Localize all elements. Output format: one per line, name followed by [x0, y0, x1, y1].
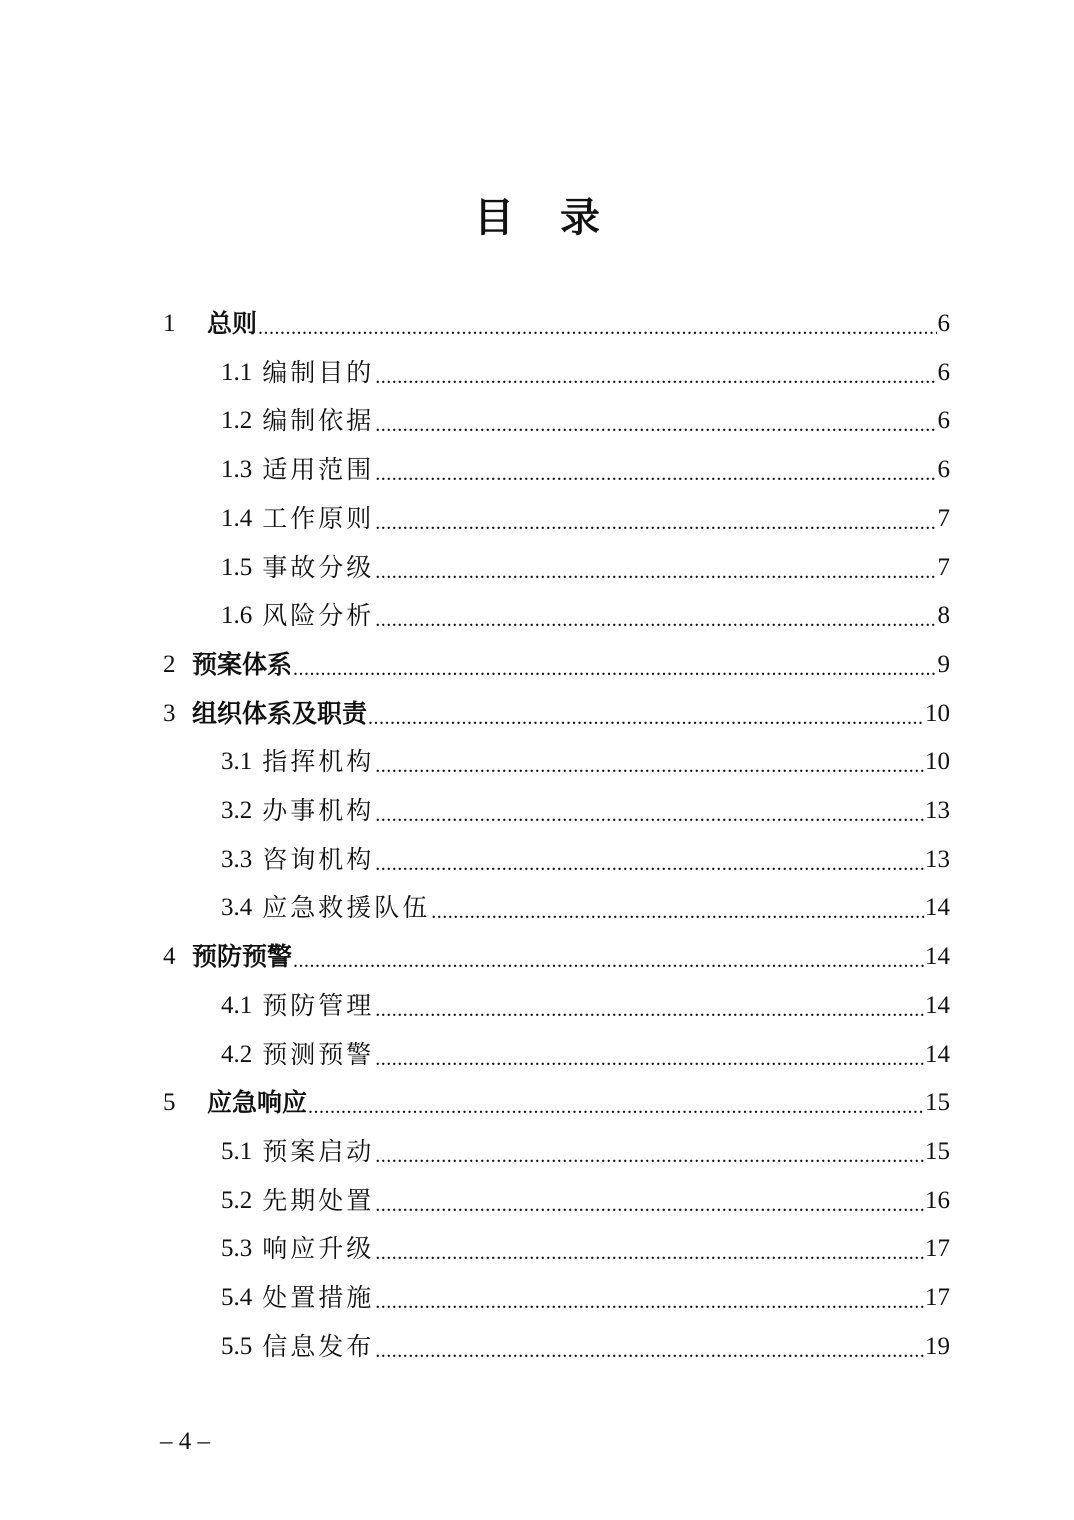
toc-dot-leader: [375, 787, 924, 835]
toc-entry-page: 19: [925, 1332, 950, 1360]
toc-entry[interactable]: [163, 300, 950, 348]
toc-entry-page: 17: [925, 1235, 950, 1263]
toc-entry-title: 总则: [207, 309, 258, 338]
toc-entry-page: 6: [937, 358, 950, 386]
toc-entry-page: 17: [925, 1284, 950, 1311]
toc-entry[interactable]: [221, 446, 950, 494]
page-title: [0, 186, 1074, 250]
toc-entry[interactable]: [221, 1274, 950, 1322]
toc-entry-title: 组织体系及职责: [192, 698, 368, 728]
toc-entry[interactable]: [221, 1031, 950, 1079]
toc-entry-title: 编制依据: [262, 406, 375, 436]
page-title-first-char: 目: [474, 195, 514, 241]
toc-entry-title: 响应升级: [262, 1234, 375, 1264]
toc-entry[interactable]: [221, 1177, 950, 1225]
toc-entry-number: 5.2: [221, 1186, 253, 1214]
toc-entry[interactable]: [163, 641, 950, 689]
toc-entry-number: 1.2: [221, 407, 253, 435]
toc-entry-page: 15: [925, 1089, 950, 1117]
toc-entry[interactable]: [221, 1128, 950, 1176]
toc-entry-page: 15: [925, 1137, 950, 1165]
toc-entry-number: 5.4: [221, 1284, 253, 1311]
toc-entry-number: 5.1: [221, 1137, 253, 1165]
toc-entry-number: 1.6: [221, 602, 253, 630]
toc-entry-page: 14: [925, 1040, 950, 1068]
toc-dot-leader: [375, 397, 936, 445]
toc-dot-leader: [375, 1274, 924, 1322]
toc-entry-page: 6: [937, 407, 950, 435]
toc-entry-number: 1: [163, 310, 176, 337]
toc-entry-number: 1.5: [221, 553, 253, 581]
toc-dot-leader: [308, 1079, 924, 1127]
toc-dot-leader: [258, 300, 936, 348]
toc-entry-number: 1.3: [221, 456, 253, 484]
toc-entry[interactable]: [221, 738, 950, 786]
toc-entry[interactable]: [221, 544, 950, 592]
toc-dot-leader: [375, 495, 936, 543]
toc-entry-title: 预防管理: [262, 990, 375, 1020]
toc-entry-page: 6: [937, 456, 950, 484]
toc-entry-number: 4.1: [221, 991, 253, 1019]
toc-dot-leader: [293, 933, 924, 981]
toc-entry-title: 咨询机构: [262, 844, 375, 874]
toc-entry[interactable]: [221, 592, 950, 640]
toc-entry-number: 5: [163, 1089, 176, 1117]
toc-entry-number: 3.3: [221, 845, 253, 873]
toc-entry-number: 3: [163, 699, 176, 727]
toc-entry-number: 3.2: [221, 797, 253, 824]
toc-dot-leader: [368, 690, 924, 738]
toc-dot-leader: [375, 1128, 924, 1176]
toc-dot-leader: [375, 738, 924, 786]
toc-entry-page: 6: [937, 310, 950, 337]
toc-entry-title: 风险分析: [262, 601, 375, 631]
toc-dot-leader: [375, 1177, 924, 1225]
toc-dot-leader: [375, 349, 936, 397]
toc-dot-leader: [375, 1031, 924, 1079]
toc-entry-number: 5.3: [221, 1235, 253, 1263]
toc-entry-title: 适用范围: [262, 455, 375, 485]
toc-entry-page: 14: [925, 894, 950, 922]
toc-entry-title: 处置措施: [262, 1283, 375, 1312]
toc-entry-title: 事故分级: [262, 552, 375, 582]
toc-entry[interactable]: [163, 1079, 950, 1127]
toc-entry-title: 编制目的: [262, 357, 375, 387]
toc-dot-leader: [375, 1323, 924, 1371]
toc-entry[interactable]: [221, 495, 950, 543]
toc-entry-title: 指挥机构: [262, 747, 375, 777]
toc-entry-page: 10: [925, 699, 950, 727]
toc-entry-number: 2: [163, 650, 176, 678]
page-title-second-char: 录: [560, 195, 600, 241]
toc-entry-page: 13: [925, 797, 950, 824]
toc-entry-number: 1.4: [221, 504, 253, 532]
toc-entry-title: 应急救援队伍: [262, 893, 431, 923]
toc-entry-title: 办事机构: [262, 796, 375, 825]
toc-entry[interactable]: [221, 1225, 950, 1273]
toc-entry-title: 先期处置: [262, 1185, 375, 1215]
toc-entry-page: 14: [925, 991, 950, 1019]
toc-entry-page: 10: [925, 748, 950, 776]
toc-entry-page: 7: [937, 553, 950, 581]
toc-dot-leader: [293, 641, 936, 689]
toc-dot-leader: [375, 592, 936, 640]
toc-dot-leader: [375, 982, 924, 1030]
toc-dot-leader: [375, 544, 936, 592]
toc-entry[interactable]: [163, 690, 950, 738]
toc-dot-leader: [375, 1225, 924, 1273]
toc-entry-page: 8: [937, 602, 950, 630]
toc-entry[interactable]: [221, 787, 950, 835]
toc-dot-leader: [375, 446, 936, 494]
toc-entry-title: 预防预警: [192, 942, 293, 972]
toc-entry-page: 14: [925, 943, 950, 971]
toc-entry[interactable]: [221, 884, 950, 932]
toc-entry-title: 工作原则: [262, 503, 375, 533]
toc-entry-number: 4.2: [221, 1040, 253, 1068]
toc-entry-title: 预测预警: [262, 1039, 375, 1069]
page-number-footer: – 4 –: [160, 1428, 210, 1455]
toc-entry-page: 9: [937, 650, 950, 678]
toc-entry-title: 信息发布: [262, 1331, 375, 1361]
toc-entry-number: 1.1: [221, 358, 253, 386]
toc-entry-number: 4: [163, 943, 176, 971]
toc-entry-number: 3.1: [221, 748, 253, 776]
toc-entry[interactable]: [221, 397, 950, 445]
toc-entry-number: 3.4: [221, 894, 253, 922]
toc-entry-number: 5.5: [221, 1332, 253, 1360]
toc-dot-leader: [375, 836, 924, 884]
toc-entry-title: 预案启动: [262, 1136, 375, 1166]
toc-entry[interactable]: [221, 1323, 950, 1371]
toc-entry-title: 应急响应: [207, 1088, 308, 1118]
toc-entry-page: 13: [925, 845, 950, 873]
toc-entry-page: 16: [925, 1186, 950, 1214]
toc-entry[interactable]: [221, 836, 950, 884]
toc-entry[interactable]: [221, 982, 950, 1030]
toc-entry-title: 预案体系: [192, 649, 293, 679]
toc-entry-page: 7: [937, 504, 950, 532]
toc-dot-leader: [431, 884, 924, 932]
toc-entry[interactable]: [221, 349, 950, 397]
toc-entry[interactable]: [163, 933, 950, 981]
